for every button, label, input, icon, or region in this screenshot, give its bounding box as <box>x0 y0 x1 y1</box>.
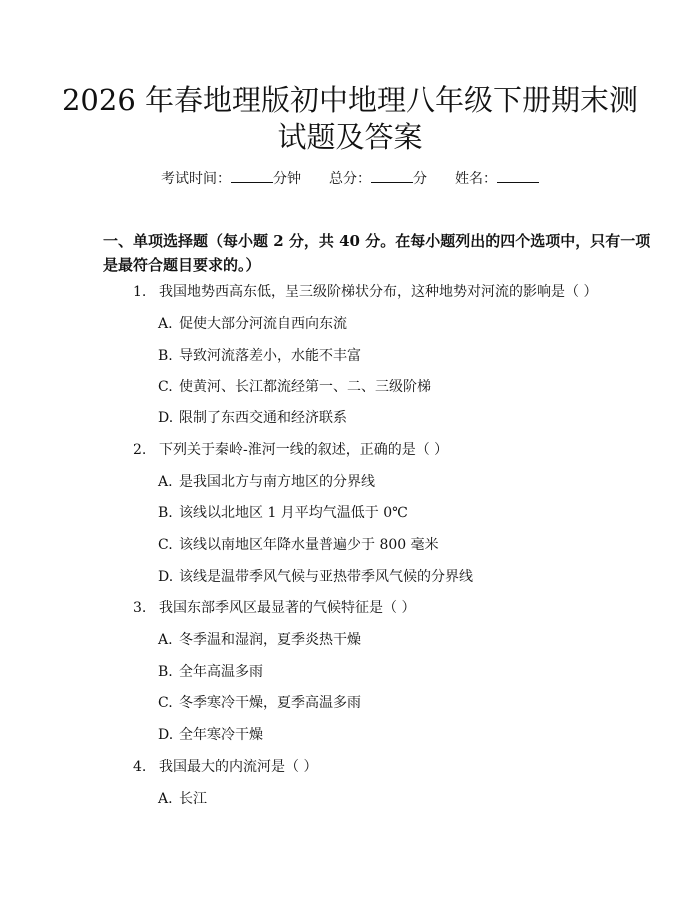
question-number: 4. <box>133 759 147 775</box>
page-title-line-2: 试题及答案 <box>277 120 423 154</box>
option-letter: A. <box>158 632 173 648</box>
question-stem <box>133 440 448 460</box>
time-label: 考试时间： <box>161 171 231 187</box>
option-text: 冬季寒冷干燥，夏季高温多雨 <box>179 695 361 711</box>
option-text: 限制了东西交通和经济联系 <box>179 410 347 426</box>
question-stem <box>133 282 597 302</box>
score-blank[interactable] <box>371 168 413 183</box>
option-letter: C. <box>158 537 173 553</box>
option-item[interactable] <box>158 725 263 745</box>
question-text: 我国东部季风区最显著的气候特征是（ ） <box>159 600 416 616</box>
option-item[interactable] <box>158 693 361 713</box>
option-text: 使黄河、长江都流经第一、二、三级阶梯 <box>179 379 431 395</box>
option-letter: A. <box>158 316 173 332</box>
question-text: 下列关于秦岭-淮河一线的叙述，正确的是（ ） <box>159 442 449 458</box>
option-item[interactable] <box>158 630 361 650</box>
option-letter: D. <box>158 727 174 743</box>
option-letter: A. <box>158 474 173 490</box>
option-item[interactable] <box>158 535 439 555</box>
option-text: 全年高温多雨 <box>179 664 263 680</box>
question-number: 2. <box>133 442 147 458</box>
option-text: 长江 <box>179 791 207 807</box>
question-stem <box>133 757 317 777</box>
option-letter: C. <box>158 695 173 711</box>
option-item[interactable] <box>158 503 408 523</box>
option-text: 该线是温带季风气候与亚热带季风气候的分界线 <box>179 569 473 585</box>
option-item[interactable] <box>158 662 263 682</box>
option-item[interactable] <box>158 472 375 492</box>
option-item[interactable] <box>158 314 347 334</box>
page-title-line-1: 2026 年春地理版初中地理八年级下册期末测 <box>61 83 639 117</box>
question-number: 1. <box>133 284 147 300</box>
option-item[interactable] <box>158 377 431 397</box>
option-text: 该线以南地区年降水量普遍少于 800 毫米 <box>179 537 439 553</box>
score-label: 总分： <box>329 171 371 187</box>
question-text: 我国地势西高东低，呈三级阶梯状分布，这种地势对河流的影响是（ ） <box>159 284 598 300</box>
option-letter: B. <box>158 348 173 364</box>
option-text: 是我国北方与南方地区的分界线 <box>179 474 375 490</box>
section-heading-line-2: 是最符合题目要求的。） <box>103 256 261 274</box>
question-number: 3. <box>133 600 147 616</box>
option-item[interactable] <box>158 567 473 587</box>
name-blank[interactable] <box>497 168 539 183</box>
option-text: 全年寒冷干燥 <box>179 727 263 743</box>
option-letter: B. <box>158 505 173 521</box>
time-blank[interactable] <box>231 168 273 183</box>
option-text: 导致河流落差小，水能不丰富 <box>179 348 361 364</box>
option-letter: B. <box>158 664 173 680</box>
score-unit: 分 <box>413 171 427 187</box>
option-item[interactable] <box>158 346 361 366</box>
option-text: 冬季温和湿润，夏季炎热干燥 <box>179 632 361 648</box>
name-label: 姓名： <box>455 171 497 187</box>
question-stem <box>133 598 415 618</box>
option-letter: A. <box>158 791 173 807</box>
question-text: 我国最大的内流河是（ ） <box>159 759 318 775</box>
option-item[interactable] <box>158 408 347 428</box>
option-item[interactable] <box>158 789 207 809</box>
option-text: 该线以北地区 1 月平均气温低于 0℃ <box>179 505 408 521</box>
time-unit: 分钟 <box>273 171 301 187</box>
section-heading-line-1: 一、单项选择题（每小题 2 分，共 40 分。在每小题列出的四个选项中，只有一项 <box>103 232 651 250</box>
option-letter: D. <box>158 410 174 426</box>
option-text: 促使大部分河流自西向东流 <box>179 316 347 332</box>
option-letter: C. <box>158 379 173 395</box>
exam-meta <box>0 168 700 189</box>
option-letter: D. <box>158 569 174 585</box>
